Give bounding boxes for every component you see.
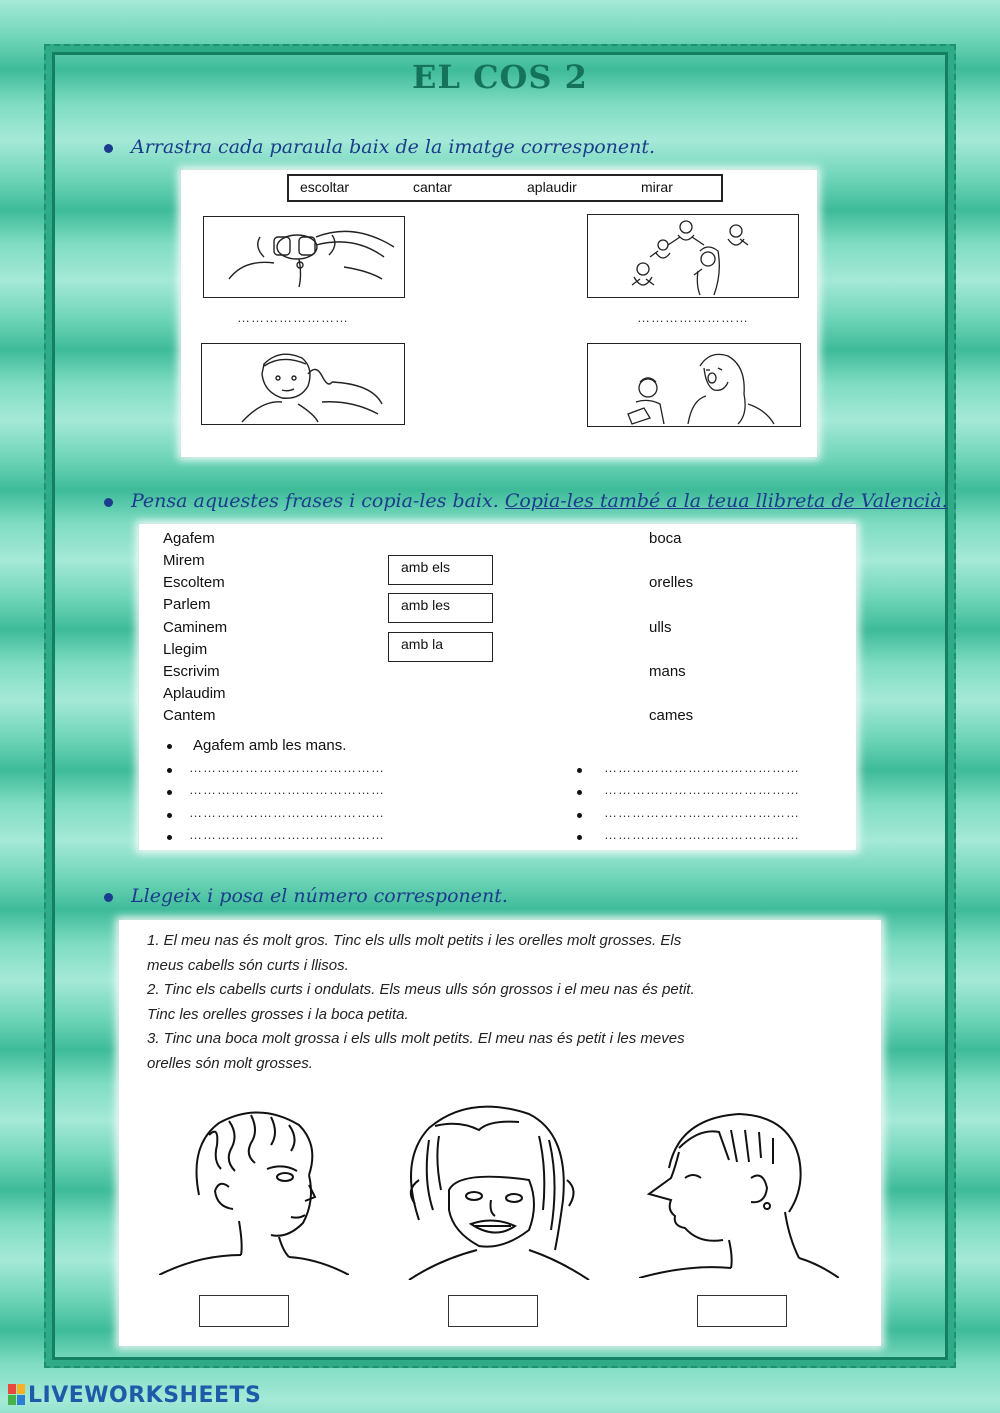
logo-icon [8, 1384, 26, 1406]
drag-words-panel [181, 170, 817, 457]
example-sentence: Agafem amb les mans. [193, 737, 347, 754]
bullet-icon [104, 498, 113, 507]
description-line: 3. Tinc una boca molt grossa i els ulls molt petits. El meu nas és petit i les meves [147, 1030, 685, 1047]
bullet-icon [577, 790, 582, 795]
bullet-icon [167, 835, 172, 840]
bullet-icon [577, 835, 582, 840]
noun-ulls: ulls [649, 619, 672, 636]
sentences-panel [139, 524, 856, 850]
verb-agafem: Agafem [163, 530, 215, 547]
binoculars-icon [204, 217, 404, 297]
connector-amb-els: amb els [388, 555, 493, 585]
bullet-icon [167, 790, 172, 795]
answer-line-5[interactable]: …………………………………… [604, 760, 800, 775]
connector-amb-les: amb les [388, 593, 493, 623]
verb-escoltem: Escoltem [163, 574, 225, 591]
bullet-icon [167, 813, 172, 818]
face-wavy-hair-icon [159, 1105, 349, 1275]
word-cantar[interactable]: cantar [413, 179, 452, 195]
noun-orelles: orelles [649, 574, 694, 591]
verb-caminem: Caminem [163, 619, 228, 636]
instruction-3: Llegeix i posa el número corresponent. [104, 885, 508, 907]
answer-box-2[interactable] [448, 1295, 538, 1327]
answer-box-3[interactable] [697, 1295, 787, 1327]
connector-amb-la: amb la [388, 632, 493, 662]
page-title: EL COS 2 [412, 58, 588, 96]
verb-parlem: Parlem [163, 596, 211, 613]
blank-2[interactable]: …………………… [637, 310, 749, 325]
image-binoculars [203, 216, 405, 298]
instruction-1: Arrastra cada paraula baix de la imatge corresponent. [104, 136, 655, 158]
bullet-icon [104, 893, 113, 902]
noun-boca: boca [649, 530, 682, 547]
description-line: orelles són molt grosses. [147, 1054, 313, 1072]
word-aplaudir[interactable]: aplaudir [527, 179, 577, 195]
bullet-icon [167, 744, 172, 749]
answer-line-1[interactable]: …………………………………… [189, 760, 385, 775]
verb-escrivim: Escrivim [163, 663, 220, 680]
noun-cames: cames [649, 707, 694, 724]
description-text [147, 929, 695, 1076]
answer-line-8[interactable]: …………………………………… [604, 827, 800, 842]
answer-line-3[interactable]: …………………………………… [189, 805, 385, 820]
image-clapping [587, 214, 799, 298]
answer-line-2[interactable]: …………………………………… [189, 782, 385, 797]
word-bank [287, 174, 723, 202]
answer-line-6[interactable]: …………………………………… [604, 782, 800, 797]
listening-person-icon [202, 344, 404, 424]
face-long-hair-icon [379, 1100, 609, 1280]
bullet-icon [167, 768, 172, 773]
answer-line-7[interactable]: …………………………………… [604, 805, 800, 820]
answer-line-4[interactable]: …………………………………… [189, 827, 385, 842]
image-singing [587, 343, 801, 427]
word-mirar[interactable]: mirar [641, 179, 673, 195]
word-escoltar[interactable]: escoltar [300, 179, 350, 195]
singing-people-icon [588, 344, 800, 426]
description-line: Tinc les orelles grosses i la boca petita. [147, 1005, 409, 1023]
description-line: 2. Tinc els cabells curts i ondulats. Els meus ulls són grossos i el meu nas és petit. [147, 981, 695, 998]
instruction-2: Pensa aquestes frases i copia-les baix. Copia-les també a la teua llibreta de Valencià. [104, 490, 948, 512]
answer-box-1[interactable] [199, 1295, 289, 1327]
liveworksheets-logo[interactable] [8, 1382, 261, 1408]
verb-llegim: Llegim [163, 641, 208, 658]
logo-text: LIVEWORKSHEETS [28, 1382, 262, 1408]
face-profile-icon [639, 1108, 839, 1278]
image-listening [201, 343, 405, 425]
noun-mans: mans [649, 663, 686, 680]
clapping-people-icon [588, 215, 798, 297]
verb-mirem: Mirem [163, 552, 205, 569]
bullet-icon [577, 813, 582, 818]
blank-1[interactable]: …………………… [237, 310, 349, 325]
verb-aplaudim: Aplaudim [163, 685, 226, 702]
description-line: meus cabells són curts i llisos. [147, 956, 349, 974]
description-line: 1. El meu nas és molt gros. Tinc els ulls molt petits i les orelles molt grosses. Els [147, 932, 682, 949]
match-number-panel [119, 920, 881, 1346]
verb-cantem: Cantem [163, 707, 216, 724]
bullet-icon [577, 768, 582, 773]
bullet-icon [104, 144, 113, 153]
